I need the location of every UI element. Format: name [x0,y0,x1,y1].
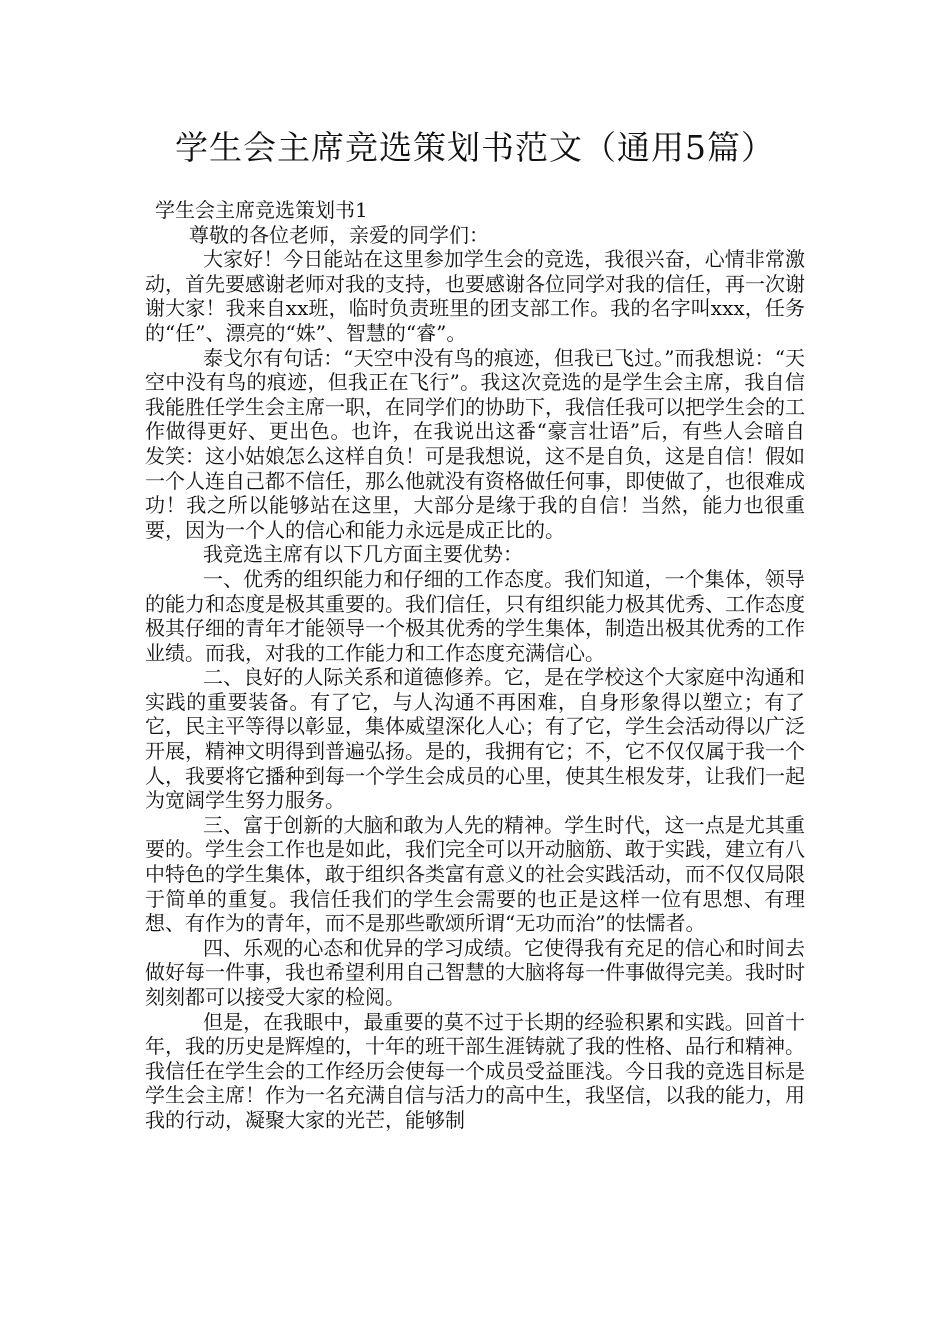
paragraph-advantage-2: 二、良好的人际关系和道德修养。它，是在学校这个大家庭中沟通和实践的重要装备。有了它，与人沟通不再困难，自身形象得以塑立；有了它，民主平等得以彰显，集体威望深化人心；有了它，学生会活动得以广泛开展，精神文明得到普遍弘扬。是的，我拥有它；不，它不仅仅属于我一个人，我要将它播种到每一个学生会成员的心里，使其生根发芽，让我们一起为宽阔学生努力服务。 [145,665,805,813]
paragraph-greeting: 大家好！今日能站在这里参加学生会的竞选，我很兴奋，心情非常激动，首先要感谢老师对我的支持，也要感谢各位同学对我的信任，再一次谢谢大家！我来自xx班，临时负责班里的团支部工作。我的名字叫xxx，任务的“任”、漂亮的“姝”、智慧的“睿”。 [145,247,805,345]
document-body [145,198,805,1133]
paragraph-advantage-1: 一、优秀的组织能力和仔细的工作态度。我们知道，一个集体，领导的能力和态度是极其重要的。我们信任，只有组织能力极其优秀、工作态度极其仔细的青年才能领导一个极其优秀的学生集体，制造出极其优秀的工作业绩。而我，对我的工作能力和工作态度充满信心。 [145,566,805,665]
section-heading: 学生会主席竞选策划书1 [155,198,368,222]
paragraph-advantage-3: 三、富于创新的大脑和敢为人先的精神。学生时代，这一点是尤其重要的。学生会工作也是如此，我们完全可以开动脑筋、敢于实践，建立有八中特色的学生集体，敢于组织各类富有意义的社会实践活动，而不仅仅局限于简单的重复。我信任我们的学生会需要的也正是这样一位有思想、有理想、有作为的青年，而不是那些歌颂所谓“无功而治”的怯懦者。 [145,812,805,936]
paragraph-experience: 但是，在我眼中，最重要的莫不过于长期的经验积累和实践。回首十年，我的历史是辉煌的，十年的班干部生涯铸就了我的性格、品行和精神。我信任在学生会的工作经历会使每一个成员受益匪浅。今日我的竞选目标是学生会主席！作为一名充满自信与活力的高中生，我坚信，以我的能力，用我的行动，凝聚大家的光芒，能够制 [145,1009,805,1132]
paragraph-advantage-4: 四、乐观的心态和优异的学习成绩。它使得我有充足的信心和时间去做好每一件事，我也希望利用自己智慧的大脑将每一件事做得完美。我时时刻刻都可以接受大家的检阅。 [145,935,805,1009]
paragraph-tagore-quote: 泰戈尔有句话：“天空中没有鸟的痕迹，但我已飞过。”而我想说：“天空中没有鸟的痕迹，但我正在飞行”。我这次竞选的是学生会主席，我自信我能胜任学生会主席一职，在同学们的协助下，我信任我可以把学生会的工作做得更好、更出色。也许，在我说出这番“豪言壮语”后，有些人会暗自发笑：这小姑娘怎么这样自负！可是我想说，这不是自负，这是自信！假如一个人连自己都不信任，那么他就没有资格做任何事，即使做了，也很难成功！我之所以能够站在这里，大部分是缘于我的自信！当然，能力也很重要，因为一个人的信心和能力永远是成正比的。 [145,345,805,542]
paragraph-advantages-intro: 我竞选主席有以下几方面主要优势： [203,542,523,567]
document-title: 学生会主席竞选策划书范文（通用5篇） [175,128,775,167]
salutation: 尊敬的各位老师，亲爱的同学们： [189,222,489,247]
